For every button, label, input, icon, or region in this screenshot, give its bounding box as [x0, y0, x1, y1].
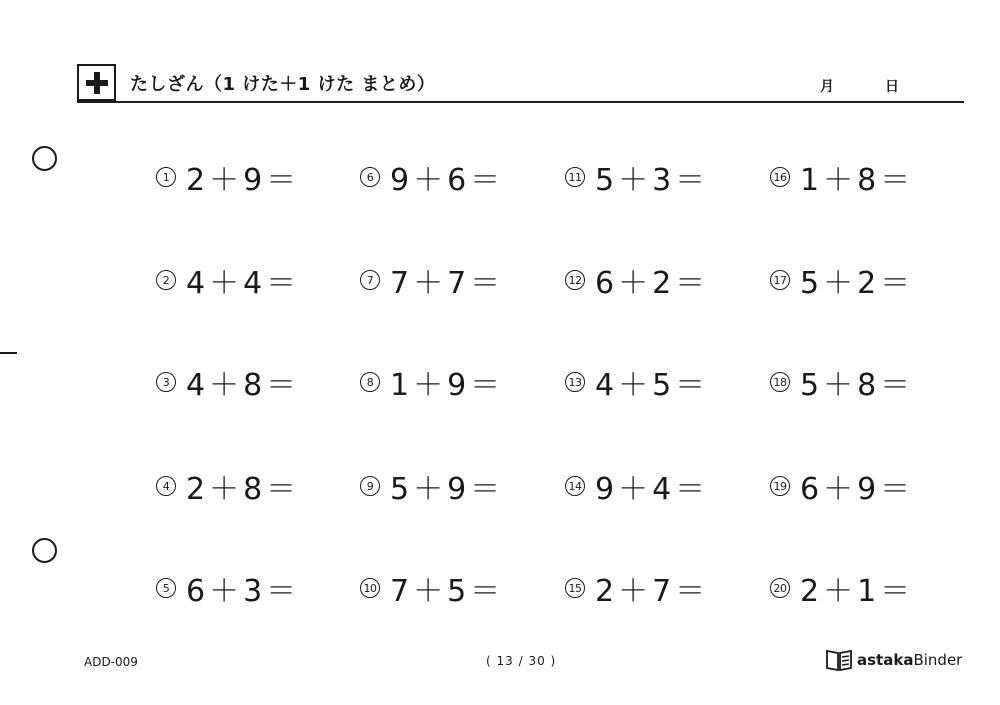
binder-hole-top	[32, 146, 57, 171]
problem-expression: 9＋4＝	[595, 472, 710, 507]
problem-expression: 2＋8＝	[186, 472, 301, 507]
problem-expression: 5＋9＝	[390, 472, 505, 507]
problem-expression: 4＋4＝	[186, 266, 301, 301]
problem	[360, 258, 504, 302]
problem-number: 14	[565, 476, 585, 496]
problem	[770, 360, 914, 404]
month-label: 月	[820, 79, 834, 95]
problem-expression: 5＋8＝	[800, 368, 915, 403]
worksheet-code: ADD-009	[84, 655, 138, 669]
problem-number: 17	[770, 270, 790, 290]
problem	[565, 464, 709, 508]
binder-hole-bottom	[32, 538, 57, 563]
problem-number: 1	[156, 167, 176, 187]
problem	[770, 464, 914, 508]
problem-expression: 9＋6＝	[390, 163, 505, 198]
problem-expression: 2＋9＝	[186, 163, 301, 198]
problem-expression: 2＋1＝	[800, 574, 915, 609]
header-divider	[77, 101, 964, 103]
brand-name	[857, 651, 962, 669]
problem-number: 5	[156, 578, 176, 598]
plus-icon-glyph	[85, 71, 109, 95]
problem-number: 6	[360, 167, 380, 187]
problem	[156, 566, 300, 610]
problem-number: 9	[360, 476, 380, 496]
problem-number: 13	[565, 372, 585, 392]
book-icon	[825, 648, 853, 672]
problem-expression: 4＋5＝	[595, 368, 710, 403]
problem-number: 11	[565, 167, 585, 187]
problem-expression: 6＋2＝	[595, 266, 710, 301]
day-label: 日	[885, 79, 899, 95]
brand-logo	[825, 648, 962, 672]
problem-number: 12	[565, 270, 585, 290]
problem	[360, 464, 504, 508]
problem	[156, 155, 300, 199]
problem	[360, 360, 504, 404]
problem-expression: 1＋9＝	[390, 368, 505, 403]
plus-icon	[77, 64, 116, 101]
problem	[770, 566, 914, 610]
worksheet-title: たしざん（1 けた＋1 けた まとめ）	[130, 74, 436, 95]
problem-expression: 1＋8＝	[800, 163, 915, 198]
problem	[565, 566, 709, 610]
problem	[565, 360, 709, 404]
problem-number: 10	[360, 578, 380, 598]
problem-expression: 2＋7＝	[595, 574, 710, 609]
problem	[770, 155, 914, 199]
problem	[156, 464, 300, 508]
problem	[565, 155, 709, 199]
problem-number: 7	[360, 270, 380, 290]
problem-number: 2	[156, 270, 176, 290]
problem	[565, 258, 709, 302]
problem-expression: 5＋2＝	[800, 266, 915, 301]
page-counter: ( 13 / 30 )	[486, 654, 557, 668]
problem-number: 15	[565, 578, 585, 598]
problem	[156, 360, 300, 404]
problem-expression: 5＋3＝	[595, 163, 710, 198]
problem	[360, 155, 504, 199]
problem-expression: 7＋5＝	[390, 574, 505, 609]
problem-number: 19	[770, 476, 790, 496]
problem-number: 8	[360, 372, 380, 392]
problem	[770, 258, 914, 302]
problem-expression: 7＋7＝	[390, 266, 505, 301]
problem-number: 16	[770, 167, 790, 187]
problem-expression: 6＋3＝	[186, 574, 301, 609]
problem	[156, 258, 300, 302]
problem-expression: 4＋8＝	[186, 368, 301, 403]
problem-number: 20	[770, 578, 790, 598]
problem-number: 4	[156, 476, 176, 496]
brand-name-rest: Binder	[913, 651, 963, 669]
center-mark	[0, 352, 17, 354]
problem-number: 3	[156, 372, 176, 392]
problem-expression: 6＋9＝	[800, 472, 915, 507]
problem-number: 18	[770, 372, 790, 392]
brand-name-bold: astaka	[857, 651, 914, 669]
problem	[360, 566, 504, 610]
